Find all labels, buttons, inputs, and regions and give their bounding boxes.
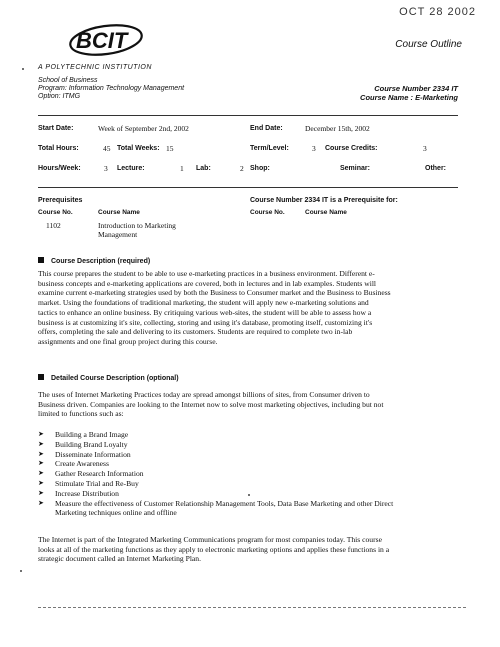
detailed-description-heading xyxy=(38,374,179,382)
arrow-bullet-icon: ➤ xyxy=(38,430,44,438)
received-stamp: OCT 28 2002 xyxy=(399,6,476,18)
arrow-bullet-icon: ➤ xyxy=(38,439,44,448)
total-weeks-label: Total Weeks: xyxy=(117,145,160,152)
program-name: Program: Information Technology Management xyxy=(38,85,185,92)
divider xyxy=(38,115,458,116)
seminar-label: Seminar: xyxy=(340,165,370,172)
detailed-description-heading-text: Detailed Course Description (optional) xyxy=(51,375,179,382)
arrow-bullet-icon: ➤ xyxy=(38,469,44,478)
paragraph-line: tactics to enhance an online business. By critiquing various web-sites, the student will be able to assess how a xyxy=(38,307,372,317)
paragraph-line: offers, completing the sale and delivering to its customers. Students are required to complete two in-lab xyxy=(38,327,353,337)
course-name: Course Name : E-Marketing xyxy=(360,93,458,102)
arrow-bullet-icon: ➤ xyxy=(38,488,44,497)
end-date-value: December 15th, 2002 xyxy=(305,124,370,133)
prereq-for-col-course-name: Course Name xyxy=(305,209,347,216)
scan-speck xyxy=(22,68,24,70)
marketing-functions-list xyxy=(38,430,458,518)
other-label: Other: xyxy=(425,165,446,172)
paragraph-line: examine current e-marketing strategies used by both the Business to Consumer market and the Business to Business xyxy=(38,288,391,298)
school-block xyxy=(38,77,184,101)
bullet-square-icon xyxy=(38,257,44,263)
scan-speck xyxy=(20,570,22,572)
list-item: ➤ Building a Brand Image xyxy=(38,430,129,439)
prerequisites-heading: Prerequisites xyxy=(38,197,83,204)
paragraph-line: This course prepares the student to be able to use e-marketing practices in a business environment. Different e- xyxy=(38,269,375,278)
course-number: Course Number 2334 IT xyxy=(374,84,458,93)
prereq-col-course-name: Course Name xyxy=(98,209,140,216)
paragraph-line: limited to functions such as: xyxy=(38,409,124,419)
start-date-value: Week of September 2nd, 2002 xyxy=(98,124,189,133)
paragraph-line: looks at all of the marketing functions as they apply to electronic marketing options and applies these functions in a xyxy=(38,544,390,554)
total-hours-value: 45 xyxy=(103,144,111,153)
paragraph-line: strategic document called an Internet Marketing Plan. xyxy=(38,554,201,564)
list-item-continuation: Marketing techniques online and offline xyxy=(55,508,177,518)
detailed-description-closing xyxy=(38,535,456,564)
bcit-logo xyxy=(66,18,152,62)
list-item: ➤ Disseminate Information xyxy=(38,449,131,459)
course-description-heading xyxy=(38,257,150,265)
lecture-label: Lecture: xyxy=(117,165,145,172)
paragraph-line: The Internet is part of the Integrated Marketing Communications program for most companies today. This course xyxy=(38,535,382,544)
course-id-block xyxy=(360,84,458,102)
logo-text: BCIT xyxy=(76,28,128,53)
term-level-label: Term/Level: xyxy=(250,145,289,152)
paragraph-line: business concepts and e-marketing applications are covered, both in lectures and in lab examples. Students will xyxy=(38,278,377,288)
paragraph-line: business is at customizing it's site, collecting, storing and using it's database, promoting itself, customizing it's xyxy=(38,317,373,327)
total-hours-label: Total Hours: xyxy=(38,145,79,152)
institution-tagline: A POLYTECHNIC INSTITUTION xyxy=(38,64,152,71)
arrow-bullet-icon: ➤ xyxy=(38,459,44,468)
prereq-course-name xyxy=(98,221,176,239)
paragraph-line: market. Using the foundations of traditional marketing, the student will apply new e-marketing solutions and xyxy=(38,298,369,308)
course-description-heading-text: Course Description (required) xyxy=(51,258,151,265)
bullet-square-icon xyxy=(38,374,44,380)
prereq-for-heading: Course Number 2334 IT is a Prerequisite for: xyxy=(250,197,398,204)
arrow-bullet-icon: ➤ xyxy=(38,449,44,458)
start-date-label: Start Date: xyxy=(38,125,74,132)
prereq-course-name-line: Introduction to Marketing xyxy=(98,221,176,230)
paragraph-line: The uses of Internet Marketing Practices today are spread amongst billions of sites, from Consumer driven to xyxy=(38,390,370,399)
document-type-title: Course Outline xyxy=(395,39,462,50)
hours-week-value: 3 xyxy=(104,164,108,173)
term-level-value: 3 xyxy=(312,144,316,153)
lecture-value: 1 xyxy=(180,164,184,173)
divider xyxy=(38,187,458,188)
list-item: ➤ Stimulate Trial and Re-Buy xyxy=(38,478,139,488)
course-credits-value: 3 xyxy=(423,144,427,153)
list-item: ➤ Gather Research Information xyxy=(38,469,144,479)
footer-rule xyxy=(38,607,466,612)
option-name: Option: ITMG xyxy=(38,93,81,100)
list-item: ➤ Increase Distribution xyxy=(38,488,119,498)
course-credits-label: Course Credits: xyxy=(325,145,378,152)
arrow-bullet-icon: ➤ xyxy=(38,478,44,487)
detailed-description-intro xyxy=(38,390,456,419)
prereq-for-col-course-no: Course No. xyxy=(250,209,285,216)
paragraph-line: assignments and one final group project during this course. xyxy=(38,336,218,346)
prereq-course-name-line: Management xyxy=(98,230,138,239)
lab-value: 2 xyxy=(240,164,244,173)
list-item: ➤ Create Awareness xyxy=(38,459,109,469)
total-weeks-value: 15 xyxy=(166,144,174,153)
scan-speck xyxy=(248,494,250,496)
list-item: ➤ Building Brand Loyalty xyxy=(38,439,128,449)
school-name: School of Business xyxy=(38,77,98,84)
course-description-body xyxy=(38,269,456,347)
list-item: ➤ Measure the effectiveness of Customer Relationship Management Tools, Data Base Marketing and other Direct Marketing techniques online and offline xyxy=(38,498,394,518)
hours-week-label: Hours/Week: xyxy=(38,165,81,172)
paragraph-line: Business driven. Companies are looking to the Internet now to solve most marketing objectives, including but not xyxy=(38,399,384,409)
prereq-col-course-no: Course No. xyxy=(38,209,73,216)
end-date-label: End Date: xyxy=(250,125,283,132)
arrow-bullet-icon: ➤ xyxy=(38,498,44,507)
shop-label: Shop: xyxy=(250,165,270,172)
lab-label: Lab: xyxy=(196,165,211,172)
prereq-course-no: 1102 xyxy=(46,221,61,230)
